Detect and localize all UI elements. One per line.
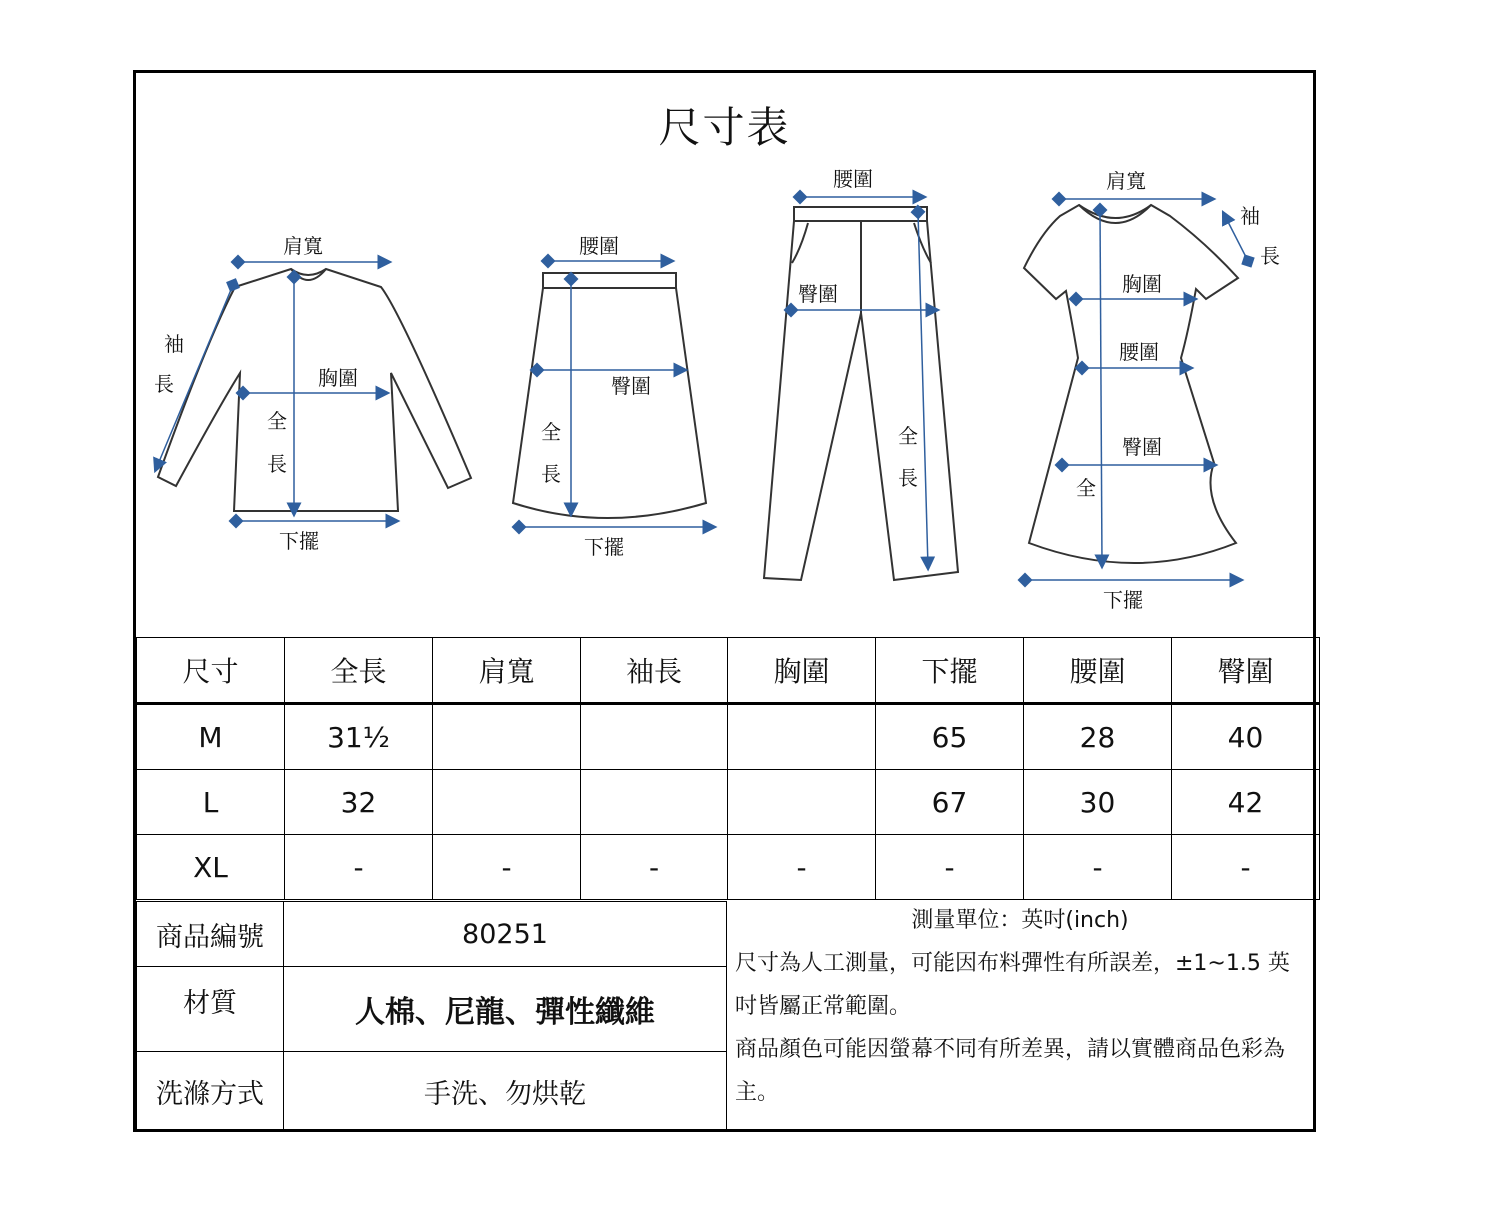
table-row	[137, 835, 1320, 900]
table-cell	[728, 770, 876, 835]
table-cell: 30	[1024, 770, 1172, 835]
table-row	[137, 770, 1320, 835]
product-code-label: 商品編號	[136, 901, 284, 967]
table-cell: L	[137, 770, 285, 835]
measurement-note	[726, 901, 1313, 1132]
dress-hem-label: 下擺	[1103, 588, 1143, 612]
shirt-measure-lines	[156, 262, 396, 521]
shirt-hem-label: 下擺	[279, 529, 319, 553]
pants-measure-lines	[791, 197, 936, 567]
pants-length-label-1: 全	[898, 424, 918, 448]
table-cell: 42	[1172, 770, 1320, 835]
shirt-length-label-1: 全	[267, 409, 287, 433]
page-title: 尺寸表	[658, 103, 791, 152]
table-cell	[433, 770, 581, 835]
table-header-row	[137, 638, 1320, 704]
table-cell: 28	[1024, 704, 1172, 770]
table-cell: M	[137, 704, 285, 770]
header-cell: 尺寸	[137, 638, 285, 704]
dress-shoulder-label: 肩寬	[1106, 169, 1146, 193]
table-cell: -	[876, 835, 1024, 900]
table-cell: -	[433, 835, 581, 900]
table-cell: XL	[137, 835, 285, 900]
product-code-value: 80251	[283, 901, 727, 967]
table-cell: -	[1172, 835, 1320, 900]
unit-note: 測量單位：英吋(inch)	[911, 908, 1129, 933]
table-cell	[581, 770, 728, 835]
header-cell: 全長	[285, 638, 433, 704]
header-cell: 腰圍	[1024, 638, 1172, 704]
color-note: 商品顏色可能因螢幕不同有所差異，請以實體商品色彩為主。	[735, 1037, 1286, 1105]
shirt-chest-label: 胸圍	[318, 366, 358, 390]
shirt-length-label-2: 長	[267, 452, 287, 476]
dress-chest-label: 胸圍	[1122, 272, 1162, 296]
product-info	[136, 901, 1313, 1135]
table-cell: -	[1024, 835, 1172, 900]
header-cell: 肩寬	[433, 638, 581, 704]
dress-sleeve-label-2: 長	[1260, 244, 1280, 268]
size-chart-sheet	[133, 70, 1316, 1132]
table-cell: -	[581, 835, 728, 900]
header-cell: 臀圍	[1172, 638, 1320, 704]
dress-diagram	[1024, 205, 1238, 563]
pants-length-label-2: 長	[898, 466, 918, 490]
table-cell: 67	[876, 770, 1024, 835]
dress-measure-lines	[1025, 199, 1248, 580]
pants-waist-label: 腰圍	[833, 167, 873, 191]
wash-value: 手洗、勿烘乾	[283, 1051, 727, 1132]
table-cell: 40	[1172, 704, 1320, 770]
table-cell: -	[728, 835, 876, 900]
material-label: 材質	[136, 966, 284, 1052]
table-cell: -	[285, 835, 433, 900]
shirt-diagram	[158, 269, 471, 511]
table-cell: 32	[285, 770, 433, 835]
skirt-length-label-2: 長	[541, 462, 561, 486]
dress-length-label: 全	[1076, 476, 1096, 500]
wash-label: 洗滌方式	[136, 1051, 284, 1132]
dress-sleeve-label-1: 袖	[1240, 204, 1260, 228]
skirt-waist-label: 腰圍	[579, 234, 619, 258]
shirt-sleeve-label-1: 袖	[164, 332, 184, 356]
table-cell: 31½	[285, 704, 433, 770]
skirt-hem-label: 下擺	[584, 535, 624, 559]
header-cell: 袖長	[581, 638, 728, 704]
shirt-shoulder-label: 肩寬	[283, 234, 323, 258]
table-cell	[728, 704, 876, 770]
dress-waist-label: 腰圍	[1119, 340, 1159, 364]
size-table	[136, 637, 1320, 900]
table-cell	[433, 704, 581, 770]
garment-diagrams	[136, 73, 1313, 640]
material-value: 人棉、尼龍、彈性纖維	[283, 966, 727, 1052]
shirt-sleeve-label-2: 長	[154, 372, 174, 396]
header-cell: 下擺	[876, 638, 1024, 704]
dress-hip-label: 臀圍	[1122, 435, 1162, 459]
skirt-hip-label: 臀圍	[611, 374, 651, 398]
table-cell	[581, 704, 728, 770]
skirt-length-label-1: 全	[541, 420, 561, 444]
pants-diagram	[764, 207, 958, 580]
header-cell: 胸圍	[728, 638, 876, 704]
table-cell: 65	[876, 704, 1024, 770]
table-row	[137, 704, 1320, 770]
pants-hip-label: 臀圍	[798, 282, 838, 306]
tolerance-note: 尺寸為人工測量，可能因布料彈性有所誤差，±1~1.5 英吋皆屬正常範圍。	[735, 951, 1290, 1019]
